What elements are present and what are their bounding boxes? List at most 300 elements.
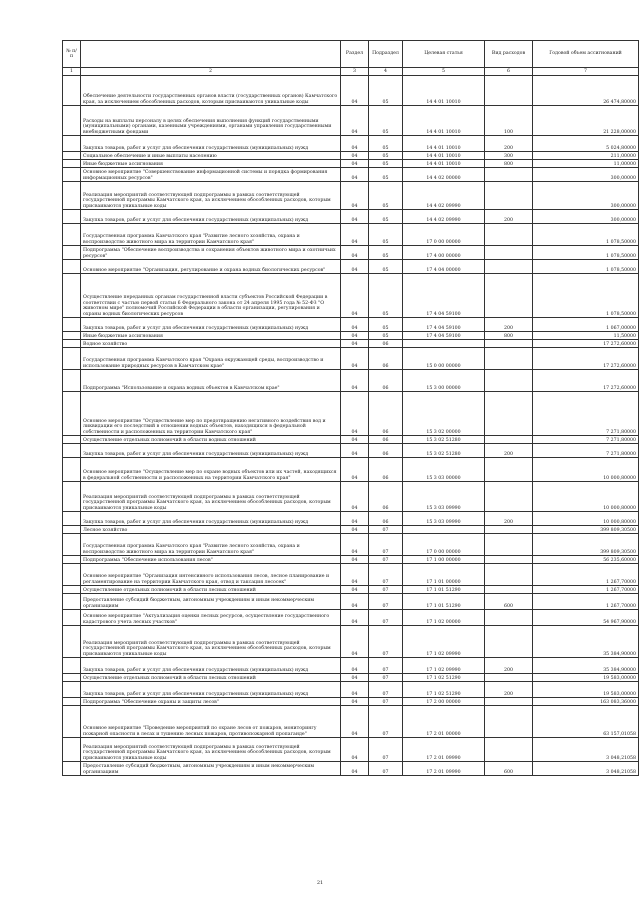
row-target-cell: 17 0 00 00000 bbox=[403, 534, 485, 556]
table-row bbox=[63, 246, 639, 260]
table-row bbox=[63, 318, 639, 332]
row-name-cell: Осуществление переданных органам государственной власти субъектов Российской Федерации в соответствии с частью первой статьи 6 Федерального закона от 24 апреля 1995 года № 52-ФЗ "О животном мире" полномочий Российской Федерации в области организации, регулирования и охраны водных биологических ресурсов bbox=[81, 274, 341, 318]
row-subsection-cell: 06 bbox=[369, 512, 403, 526]
page-number: 21 bbox=[316, 880, 324, 886]
table-row bbox=[63, 436, 639, 444]
row-name-cell: Реализация мероприятий соответствующей подпрограммы в рамках соответствующей государственной программы Камчатского края, за исключением обособленных расходов, которым присваиваются уникальные коды bbox=[81, 482, 341, 512]
row-subsection-cell: 07 bbox=[369, 738, 403, 762]
row-section-cell: 04 bbox=[341, 762, 369, 776]
table-row bbox=[63, 594, 639, 610]
row-amount-cell: 10 000,80000 bbox=[533, 458, 639, 482]
table-row bbox=[63, 152, 639, 160]
row-name-cell: Подпрограмма "Обеспечение использования лесов" bbox=[81, 556, 341, 564]
table-row bbox=[63, 76, 639, 106]
table-row bbox=[63, 160, 639, 168]
row-section-cell: 04 bbox=[341, 136, 369, 152]
row-kind-cell bbox=[485, 564, 533, 586]
row-name-cell: Лесное хозяйство bbox=[81, 526, 341, 534]
row-kind-cell: 200 bbox=[485, 512, 533, 526]
row-kind-cell bbox=[485, 738, 533, 762]
budget-document-page bbox=[62, 40, 638, 776]
row-kind-cell bbox=[485, 534, 533, 556]
row-target-cell: 14 4 01 10010 bbox=[403, 136, 485, 152]
table-row bbox=[63, 458, 639, 482]
row-kind-cell: 300 bbox=[485, 152, 533, 160]
row-amount-cell: 3 048,21058 bbox=[533, 762, 639, 776]
row-number-cell bbox=[63, 340, 81, 348]
row-kind-cell bbox=[485, 610, 533, 626]
row-target-cell: 14 4 02 09990 bbox=[403, 182, 485, 210]
row-target-cell: 17 2 01 09990 bbox=[403, 762, 485, 776]
row-number-cell bbox=[63, 318, 81, 332]
table-row bbox=[63, 658, 639, 674]
row-kind-cell bbox=[485, 706, 533, 738]
header-expense-kind: Вид расходов bbox=[485, 41, 533, 68]
table-row bbox=[63, 348, 639, 370]
row-target-cell bbox=[403, 526, 485, 534]
row-subsection-cell: 06 bbox=[369, 458, 403, 482]
row-amount-cell: 211,00000 bbox=[533, 152, 639, 160]
table-row bbox=[63, 762, 639, 776]
header-name bbox=[81, 41, 341, 68]
row-section-cell: 04 bbox=[341, 340, 369, 348]
row-section-cell: 04 bbox=[341, 738, 369, 762]
row-target-cell: 17 4 04 59100 bbox=[403, 318, 485, 332]
row-kind-cell bbox=[485, 168, 533, 182]
row-kind-cell bbox=[485, 482, 533, 512]
row-name-cell: Закупка товаров, работ и услуг для обеспечения государственных (муниципальных) нужд bbox=[81, 210, 341, 224]
row-number-cell bbox=[63, 682, 81, 698]
row-subsection-cell: 05 bbox=[369, 224, 403, 246]
row-section-cell: 04 bbox=[341, 682, 369, 698]
row-subsection-cell: 07 bbox=[369, 658, 403, 674]
table-row bbox=[63, 224, 639, 246]
row-section-cell: 04 bbox=[341, 658, 369, 674]
row-number-cell bbox=[63, 512, 81, 526]
row-subsection-cell: 07 bbox=[369, 610, 403, 626]
row-target-cell: 17 4 04 59100 bbox=[403, 274, 485, 318]
row-name-cell: Основное мероприятие "Проведение мероприятий по охране лесов от пожаров, мониторингу пожарной опасности в лесах и тушению лесных пожаров, противопожарной пропаганде" bbox=[81, 706, 341, 738]
row-amount-cell: 10 000,80000 bbox=[533, 482, 639, 512]
row-kind-cell bbox=[485, 586, 533, 594]
table-body bbox=[63, 76, 639, 776]
row-number-cell bbox=[63, 556, 81, 564]
row-target-cell: 14 4 01 10010 bbox=[403, 152, 485, 160]
row-target-cell: 17 1 02 00000 bbox=[403, 610, 485, 626]
row-kind-cell bbox=[485, 224, 533, 246]
row-section-cell: 04 bbox=[341, 534, 369, 556]
row-target-cell: 14 4 01 10010 bbox=[403, 160, 485, 168]
row-subsection-cell: 07 bbox=[369, 682, 403, 698]
row-kind-cell bbox=[485, 182, 533, 210]
row-name-cell: Основное мероприятие "Осуществление мер по охране водных объектов или их частей, находящихся в федеральной собственности и расположенных на территории Камчатского края" bbox=[81, 458, 341, 482]
row-target-cell: 17 2 00 00000 bbox=[403, 698, 485, 706]
row-amount-cell: 300,00000 bbox=[533, 182, 639, 210]
row-number-cell bbox=[63, 436, 81, 444]
row-amount-cell: 1 067,00000 bbox=[533, 318, 639, 332]
row-name-cell: Предоставление субсидий бюджетным, автономным учреждениям и иным некоммерческим организациям bbox=[81, 762, 341, 776]
row-amount-cell: 10 000,80000 bbox=[533, 512, 639, 526]
row-amount-cell: 1 078,50000 bbox=[533, 260, 639, 274]
row-kind-cell: 600 bbox=[485, 594, 533, 610]
row-kind-cell bbox=[485, 674, 533, 682]
row-target-cell: 17 1 02 51290 bbox=[403, 682, 485, 698]
row-name-cell: Закупка товаров, работ и услуг для обеспечения государственных (муниципальных) нужд bbox=[81, 512, 341, 526]
header-target-article: Целевая статья bbox=[403, 41, 485, 68]
row-name-cell: Основное мероприятие "Актуализация оценки лесных ресурсов, осуществление государственного кадастрового учета лесных участков" bbox=[81, 610, 341, 626]
row-target-cell: 14 4 01 10010 bbox=[403, 76, 485, 106]
table-row bbox=[63, 106, 639, 136]
row-name-cell: Основное мероприятие "Совершенствование информационной системы и порядка формирования информационных ресурсов" bbox=[81, 168, 341, 182]
row-name-cell: Реализация мероприятий соответствующей подпрограммы в рамках соответствующей государственной программы Камчатского края, за исключением обособленных расходов, которым присваиваются уникальные коды bbox=[81, 738, 341, 762]
row-subsection-cell: 07 bbox=[369, 564, 403, 586]
row-number-cell bbox=[63, 458, 81, 482]
row-subsection-cell: 07 bbox=[369, 534, 403, 556]
row-name-cell: Подпрограмма "Использование и охрана водных объектов в Камчатском крае" bbox=[81, 370, 341, 392]
row-section-cell: 04 bbox=[341, 594, 369, 610]
row-amount-cell: 7 271,80000 bbox=[533, 392, 639, 436]
row-section-cell: 04 bbox=[341, 260, 369, 274]
row-subsection-cell: 06 bbox=[369, 436, 403, 444]
row-section-cell: 04 bbox=[341, 444, 369, 458]
row-number-cell bbox=[63, 698, 81, 706]
row-target-cell: 17 2 01 09990 bbox=[403, 738, 485, 762]
row-name-cell: Предоставление субсидий бюджетным, автономным учреждениям и иным некоммерческим организациям bbox=[81, 594, 341, 610]
row-section-cell: 04 bbox=[341, 392, 369, 436]
table-row bbox=[63, 482, 639, 512]
row-section-cell: 04 bbox=[341, 564, 369, 586]
row-target-cell: 17 1 02 09990 bbox=[403, 626, 485, 658]
row-amount-cell: 7 271,80000 bbox=[533, 444, 639, 458]
row-kind-cell: 200 bbox=[485, 444, 533, 458]
row-name-cell: Иные бюджетные ассигнования bbox=[81, 332, 341, 340]
row-amount-cell: 19 583,00000 bbox=[533, 674, 639, 682]
row-amount-cell: 5 024,80000 bbox=[533, 136, 639, 152]
row-name-cell: Подпрограмма "Обеспечение охраны и защиты лесов" bbox=[81, 698, 341, 706]
row-target-cell: 17 0 00 00000 bbox=[403, 224, 485, 246]
header-subsection: Подраздел bbox=[369, 41, 403, 68]
row-name-cell: Основное мероприятие "Организация интенсивного использования лесов, лесное планирование и регламентирование на территории Камчатского края, отвод и таксация лесосек" bbox=[81, 564, 341, 586]
row-number-cell bbox=[63, 370, 81, 392]
row-kind-cell bbox=[485, 340, 533, 348]
row-amount-cell: 1 267,70000 bbox=[533, 586, 639, 594]
row-kind-cell bbox=[485, 76, 533, 106]
row-subsection-cell: 05 bbox=[369, 152, 403, 160]
row-target-cell: 17 1 02 51290 bbox=[403, 674, 485, 682]
row-target-cell: 15 3 02 00000 bbox=[403, 392, 485, 436]
row-subsection-cell: 05 bbox=[369, 76, 403, 106]
table-row bbox=[63, 556, 639, 564]
row-subsection-cell: 05 bbox=[369, 210, 403, 224]
row-amount-cell: 35 384,90000 bbox=[533, 626, 639, 658]
row-number-cell bbox=[63, 586, 81, 594]
row-subsection-cell: 05 bbox=[369, 168, 403, 182]
row-number-cell bbox=[63, 152, 81, 160]
row-subsection-cell: 05 bbox=[369, 260, 403, 274]
row-kind-cell bbox=[485, 436, 533, 444]
row-name-cell: Государственная программа Камчатского края "Развитие лесного хозяйства, охрана и воспроизводство животного мира на территории Камчатского края" bbox=[81, 224, 341, 246]
row-name-cell: Реализация мероприятий соответствующей подпрограммы в рамках соответствующей государственной программы Камчатского края, за исключением обособленных расходов, которым присваиваются уникальные коды bbox=[81, 626, 341, 658]
row-amount-cell: 1 267,70000 bbox=[533, 594, 639, 610]
row-number-cell bbox=[63, 182, 81, 210]
row-amount-cell: 300,00000 bbox=[533, 210, 639, 224]
row-number-cell bbox=[63, 534, 81, 556]
row-subsection-cell: 05 bbox=[369, 246, 403, 260]
row-name-cell: Закупка товаров, работ и услуг для обеспечения государственных (муниципальных) нужд bbox=[81, 318, 341, 332]
row-kind-cell: 200 bbox=[485, 658, 533, 674]
row-subsection-cell: 07 bbox=[369, 698, 403, 706]
row-target-cell: 15 3 00 00000 bbox=[403, 370, 485, 392]
row-kind-cell bbox=[485, 626, 533, 658]
table-row bbox=[63, 610, 639, 626]
row-number-cell bbox=[63, 626, 81, 658]
column-number: 5 bbox=[403, 68, 485, 76]
row-target-cell bbox=[403, 340, 485, 348]
row-number-cell bbox=[63, 564, 81, 586]
row-section-cell: 04 bbox=[341, 698, 369, 706]
row-name-cell: Закупка товаров, работ и услуг для обеспечения государственных (муниципальных) нужд bbox=[81, 658, 341, 674]
table-row bbox=[63, 706, 639, 738]
row-section-cell: 04 bbox=[341, 76, 369, 106]
row-subsection-cell: 07 bbox=[369, 706, 403, 738]
row-subsection-cell: 06 bbox=[369, 392, 403, 436]
row-target-cell: 14 4 01 10010 bbox=[403, 106, 485, 136]
row-amount-cell: 21 228,00000 bbox=[533, 106, 639, 136]
row-section-cell: 04 bbox=[341, 318, 369, 332]
row-kind-cell: 200 bbox=[485, 318, 533, 332]
column-number: 6 bbox=[485, 68, 533, 76]
table-row bbox=[63, 534, 639, 556]
row-section-cell: 04 bbox=[341, 224, 369, 246]
row-amount-cell: 1 267,70000 bbox=[533, 564, 639, 586]
row-section-cell: 04 bbox=[341, 626, 369, 658]
table-row bbox=[63, 682, 639, 698]
row-section-cell: 04 bbox=[341, 152, 369, 160]
row-section-cell: 04 bbox=[341, 610, 369, 626]
table-row bbox=[63, 512, 639, 526]
row-subsection-cell: 06 bbox=[369, 370, 403, 392]
row-amount-cell: 26 474,80000 bbox=[533, 76, 639, 106]
row-kind-cell: 200 bbox=[485, 210, 533, 224]
row-section-cell: 04 bbox=[341, 106, 369, 136]
row-amount-cell: 7 271,80000 bbox=[533, 436, 639, 444]
table-row bbox=[63, 136, 639, 152]
table-row bbox=[63, 738, 639, 762]
table-row bbox=[63, 274, 639, 318]
row-subsection-cell: 07 bbox=[369, 762, 403, 776]
row-section-cell: 04 bbox=[341, 182, 369, 210]
table-row bbox=[63, 340, 639, 348]
row-target-cell: 17 1 01 00000 bbox=[403, 564, 485, 586]
row-subsection-cell: 06 bbox=[369, 444, 403, 458]
row-kind-cell bbox=[485, 392, 533, 436]
row-name-cell: Закупка товаров, работ и услуг для обеспечения государственных (муниципальных) нужд bbox=[81, 444, 341, 458]
row-subsection-cell: 07 bbox=[369, 586, 403, 594]
column-number: 4 bbox=[369, 68, 403, 76]
header-number: № п/п bbox=[63, 41, 81, 68]
row-subsection-cell: 07 bbox=[369, 556, 403, 564]
row-subsection-cell: 06 bbox=[369, 482, 403, 512]
row-number-cell bbox=[63, 332, 81, 340]
row-name-cell: Основное мероприятие "Осуществление мер по предотвращению негативного воздействия вод и ликвидации его последствий в отношении водных объектов, находящихся в федеральной собственности и расположенных на территории Камчатского края" bbox=[81, 392, 341, 436]
row-target-cell: 14 4 02 09990 bbox=[403, 210, 485, 224]
row-amount-cell: 35 384,90000 bbox=[533, 658, 639, 674]
row-number-cell bbox=[63, 594, 81, 610]
row-subsection-cell: 05 bbox=[369, 160, 403, 168]
row-name-cell: Социальное обеспечение и иные выплаты населению bbox=[81, 152, 341, 160]
row-number-cell bbox=[63, 76, 81, 106]
row-amount-cell: 1 078,50000 bbox=[533, 274, 639, 318]
row-amount-cell: 399 809,30500 bbox=[533, 534, 639, 556]
table-row bbox=[63, 526, 639, 534]
row-number-cell bbox=[63, 706, 81, 738]
row-kind-cell bbox=[485, 370, 533, 392]
row-kind-cell bbox=[485, 348, 533, 370]
row-section-cell: 04 bbox=[341, 274, 369, 318]
row-name-cell: Государственная программа Камчатского края "Охрана окружающей среды, воспроизводство и использование природных ресурсов в Камчатском крае" bbox=[81, 348, 341, 370]
row-amount-cell: 399 809,30500 bbox=[533, 526, 639, 534]
row-target-cell: 17 4 00 00000 bbox=[403, 246, 485, 260]
budget-allocation-table bbox=[62, 40, 639, 776]
row-section-cell: 04 bbox=[341, 556, 369, 564]
row-target-cell: 17 1 01 51290 bbox=[403, 594, 485, 610]
row-name-cell: Осуществление отдельных полномочий в области лесных отношений bbox=[81, 674, 341, 682]
table-row bbox=[63, 370, 639, 392]
row-amount-cell: 163 083,36000 bbox=[533, 698, 639, 706]
row-kind-cell bbox=[485, 526, 533, 534]
row-number-cell bbox=[63, 392, 81, 436]
row-target-cell: 15 0 00 00000 bbox=[403, 348, 485, 370]
column-number: 2 bbox=[81, 68, 341, 76]
row-kind-cell: 100 bbox=[485, 106, 533, 136]
row-section-cell: 04 bbox=[341, 458, 369, 482]
row-amount-cell: 300,00000 bbox=[533, 168, 639, 182]
row-section-cell: 04 bbox=[341, 706, 369, 738]
row-subsection-cell: 06 bbox=[369, 340, 403, 348]
row-section-cell: 04 bbox=[341, 210, 369, 224]
row-name-cell: Водное хозяйство bbox=[81, 340, 341, 348]
row-amount-cell: 1 078,50000 bbox=[533, 224, 639, 246]
row-name-cell: Иные бюджетные ассигнования bbox=[81, 160, 341, 168]
row-kind-cell: 800 bbox=[485, 160, 533, 168]
row-number-cell bbox=[63, 482, 81, 512]
row-kind-cell bbox=[485, 458, 533, 482]
row-subsection-cell: 07 bbox=[369, 526, 403, 534]
row-kind-cell bbox=[485, 246, 533, 260]
row-subsection-cell: 07 bbox=[369, 594, 403, 610]
header-section: Раздел bbox=[341, 41, 369, 68]
row-number-cell bbox=[63, 168, 81, 182]
column-number: 1 bbox=[63, 68, 81, 76]
row-name-cell: Закупка товаров, работ и услуг для обеспечения государственных (муниципальных) нужд bbox=[81, 682, 341, 698]
row-amount-cell: 54 967,90000 bbox=[533, 610, 639, 626]
row-name-cell: Государственная программа Камчатского края "Развитие лесного хозяйства, охрана и воспроизводство животного мира на территории Камчатского края" bbox=[81, 534, 341, 556]
row-kind-cell: 200 bbox=[485, 136, 533, 152]
row-number-cell bbox=[63, 674, 81, 682]
row-target-cell: 17 1 01 51290 bbox=[403, 586, 485, 594]
row-target-cell: 15 3 02 51280 bbox=[403, 436, 485, 444]
row-number-cell bbox=[63, 274, 81, 318]
row-amount-cell: 19 583,00000 bbox=[533, 682, 639, 698]
row-subsection-cell: 05 bbox=[369, 274, 403, 318]
row-section-cell: 04 bbox=[341, 674, 369, 682]
row-number-cell bbox=[63, 260, 81, 274]
table-row bbox=[63, 674, 639, 682]
row-amount-cell: 3 048,21058 bbox=[533, 738, 639, 762]
row-section-cell: 04 bbox=[341, 332, 369, 340]
row-target-cell: 17 2 01 00000 bbox=[403, 706, 485, 738]
row-kind-cell bbox=[485, 274, 533, 318]
row-amount-cell: 17 272,60000 bbox=[533, 340, 639, 348]
row-section-cell: 04 bbox=[341, 512, 369, 526]
row-amount-cell: 11,00000 bbox=[533, 160, 639, 168]
row-section-cell: 04 bbox=[341, 586, 369, 594]
row-section-cell: 04 bbox=[341, 436, 369, 444]
row-target-cell: 15 3 02 51280 bbox=[403, 444, 485, 458]
table-row bbox=[63, 182, 639, 210]
row-amount-cell: 63 157,01058 bbox=[533, 706, 639, 738]
row-number-cell bbox=[63, 160, 81, 168]
row-subsection-cell: 05 bbox=[369, 136, 403, 152]
row-name-cell: Расходы на выплаты персоналу в целях обеспечения выполнения функций государственными (муниципальными) органами, казенными учреждениями, органами управления государственными внебюджетными фондами bbox=[81, 106, 341, 136]
row-kind-cell bbox=[485, 698, 533, 706]
row-target-cell: 17 1 02 09990 bbox=[403, 658, 485, 674]
table-row bbox=[63, 626, 639, 658]
row-subsection-cell: 07 bbox=[369, 674, 403, 682]
row-name-cell: Реализация мероприятий соответствующей подпрограммы в рамках соответствующей государственной программы Камчатского края, за исключением обособленных расходов, которым присваиваются уникальные коды bbox=[81, 182, 341, 210]
row-subsection-cell: 05 bbox=[369, 106, 403, 136]
row-amount-cell: 17 272,60000 bbox=[533, 348, 639, 370]
row-section-cell: 04 bbox=[341, 526, 369, 534]
row-number-cell bbox=[63, 246, 81, 260]
table-row bbox=[63, 210, 639, 224]
table-row bbox=[63, 260, 639, 274]
row-section-cell: 04 bbox=[341, 246, 369, 260]
row-subsection-cell: 06 bbox=[369, 348, 403, 370]
row-kind-cell: 600 bbox=[485, 762, 533, 776]
row-number-cell bbox=[63, 610, 81, 626]
row-target-cell: 15 3 03 00000 bbox=[403, 458, 485, 482]
row-subsection-cell: 05 bbox=[369, 182, 403, 210]
row-number-cell bbox=[63, 224, 81, 246]
column-number: 7 bbox=[533, 68, 639, 76]
row-name-cell: Осуществление отдельных полномочий в области водных отношений bbox=[81, 436, 341, 444]
row-subsection-cell: 07 bbox=[369, 626, 403, 658]
row-name-cell: Обеспечение деятельности государственных органов власти (государственных органов) Камчатского края, за исключением обособленных расходов, которым присваиваются уникальные коды bbox=[81, 76, 341, 106]
row-section-cell: 04 bbox=[341, 482, 369, 512]
row-target-cell: 15 3 03 09990 bbox=[403, 482, 485, 512]
table-row bbox=[63, 332, 639, 340]
table-row bbox=[63, 168, 639, 182]
row-section-cell: 04 bbox=[341, 160, 369, 168]
row-number-cell bbox=[63, 348, 81, 370]
row-name-cell: Подпрограмма "Обеспечение воспроизводства и сохранения объектов животного мира и охотничьих ресурсов" bbox=[81, 246, 341, 260]
table-row bbox=[63, 564, 639, 586]
row-kind-cell: 800 bbox=[485, 332, 533, 340]
row-number-cell bbox=[63, 658, 81, 674]
row-section-cell: 04 bbox=[341, 348, 369, 370]
row-name-cell: Закупка товаров, работ и услуг для обеспечения государственных (муниципальных) нужд bbox=[81, 136, 341, 152]
row-kind-cell bbox=[485, 260, 533, 274]
table-row bbox=[63, 586, 639, 594]
column-number: 3 bbox=[341, 68, 369, 76]
row-amount-cell: 56 235,60000 bbox=[533, 556, 639, 564]
row-subsection-cell: 05 bbox=[369, 332, 403, 340]
row-number-cell bbox=[63, 738, 81, 762]
row-amount-cell: 17 272,60000 bbox=[533, 370, 639, 392]
row-number-cell bbox=[63, 526, 81, 534]
row-number-cell bbox=[63, 444, 81, 458]
